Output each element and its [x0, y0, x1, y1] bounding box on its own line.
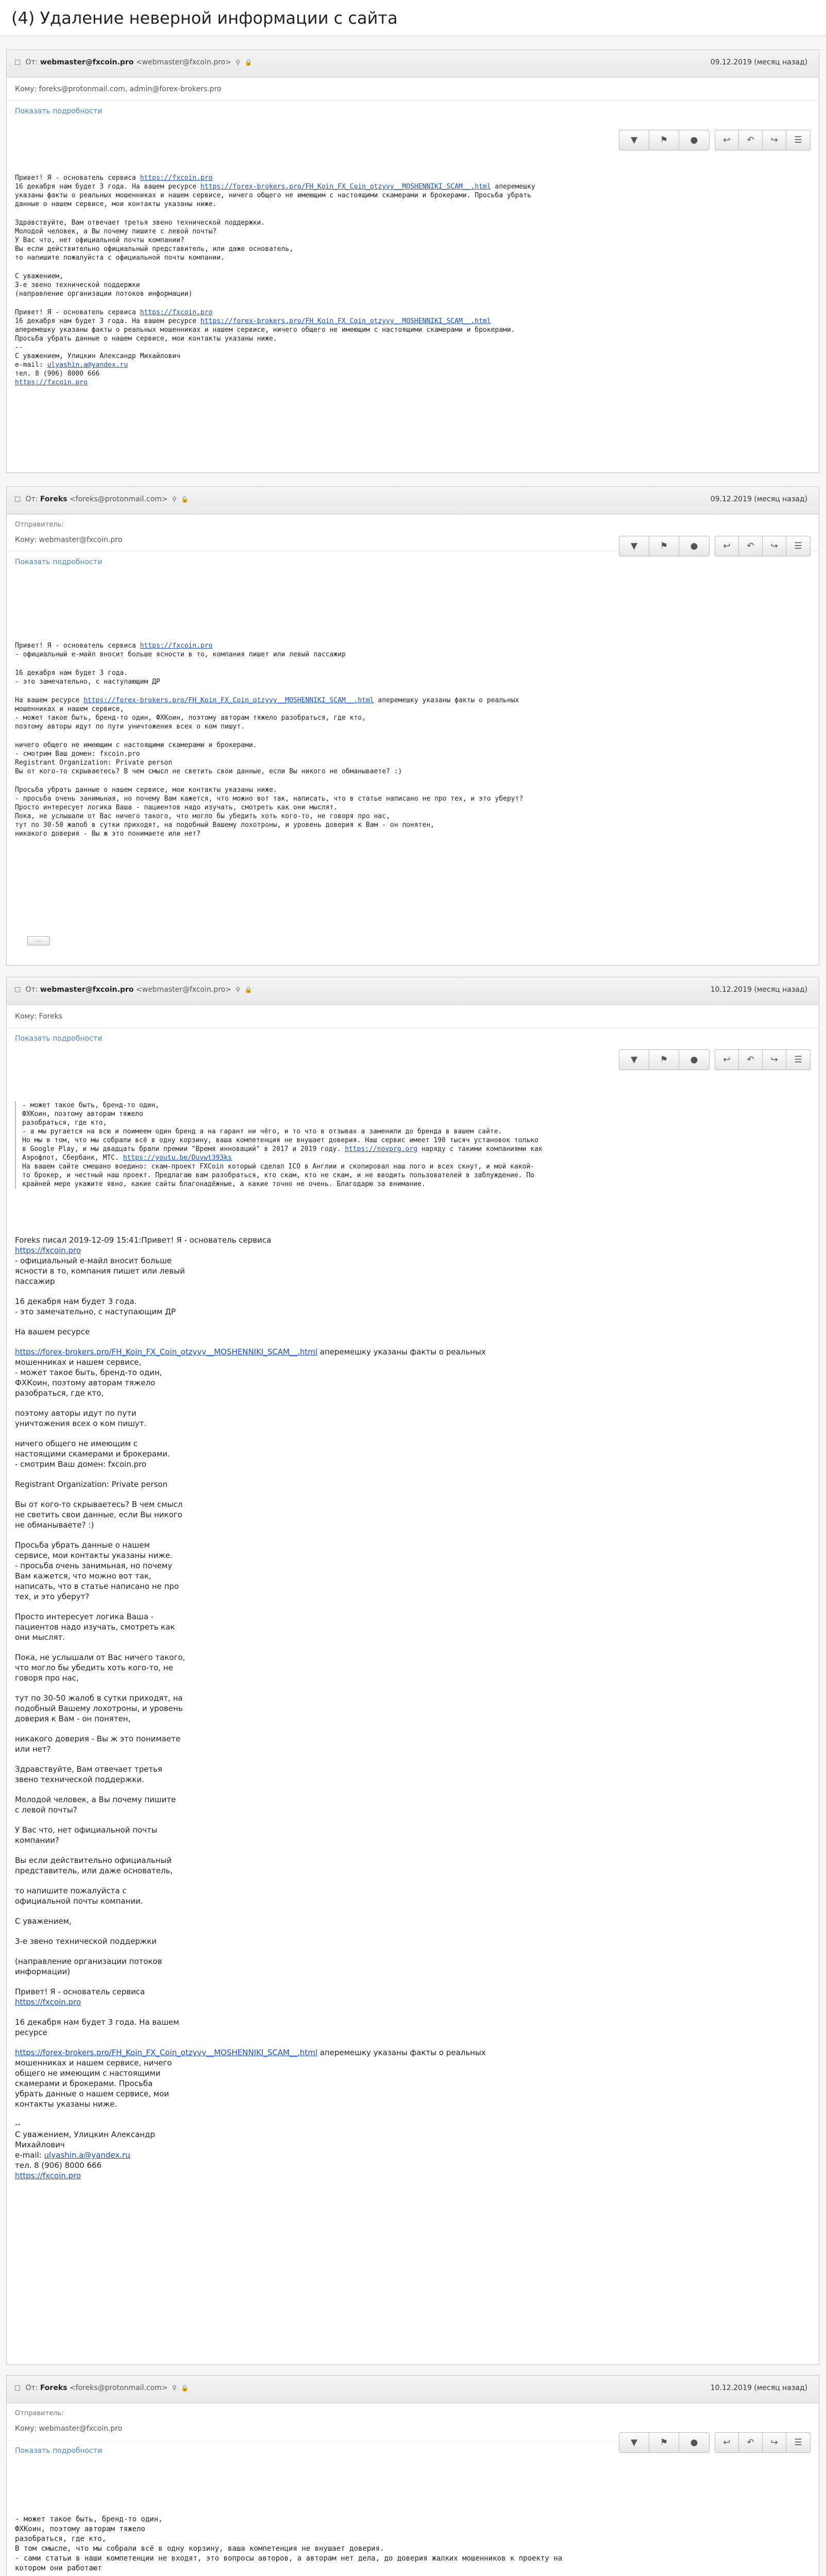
link[interactable]: https://fxcoin.pro	[140, 174, 213, 182]
text-line: Но мы в том, что мы собрали всё в одну корзину, ваша компетенция не внушает доверия. Наш сервис имеет 190 тысяч установок только	[22, 1137, 538, 1144]
text-line: они мыслят.	[15, 1633, 65, 1642]
text-line: С уважением,	[15, 1917, 72, 1926]
lock-icon: 🔒	[181, 2384, 189, 2392]
text-line	[15, 1245, 811, 1256]
text-line: Просто интересует логика Ваша -	[15, 1612, 154, 1621]
message-4	[6, 2375, 819, 2576]
reply-icon: ↩	[723, 1055, 731, 1065]
text-line: Вы если действительно официальный представитель, или даже основатель,	[15, 245, 294, 253]
forward-icon: ↪	[770, 135, 778, 145]
filter-group	[619, 2432, 710, 2453]
text-line: ФХКоин, поэтому авторам тяжело	[22, 1110, 143, 1118]
sender-address: <webmaster@fxcoin.pro>	[136, 58, 231, 66]
text-line	[15, 1926, 811, 1936]
text-line	[15, 1815, 811, 1825]
reply-group	[715, 2432, 811, 2453]
message-body	[15, 2515, 811, 2576]
text-line	[15, 776, 811, 786]
tag-icon: ●	[690, 1055, 698, 1065]
filter-icon: ▼	[630, 1055, 638, 1065]
text-line: разобраться, где кто,	[15, 2535, 107, 2543]
more-actions-button[interactable]	[786, 1050, 810, 1070]
show-details-link[interactable]: Показать подробности	[15, 107, 103, 115]
text-line	[15, 1683, 811, 1693]
text-line: e-mail: ulyashin.a@yandex.ru	[15, 361, 128, 369]
text-line: Привет! Я - основатель сервиса https://fxcoin.pro	[15, 174, 213, 182]
text-line	[15, 1337, 811, 1347]
tag-button[interactable]	[679, 2433, 709, 2452]
text-line: Пока, не услышали от Вас ничего такого, что могло бы убедить хоть кого-то, не говоря про нас,	[15, 812, 390, 820]
filter-icon: ▼	[630, 2437, 638, 2448]
text-line: Вам кажется, что можно вот так,	[15, 1571, 151, 1581]
text-line: Аэрофлот, Сбербанк, МТС. https://youtu.be/Duvwt393ks	[22, 1154, 232, 1162]
text-line: официальной почты компании.	[15, 1896, 143, 1906]
text-line: На вашем сайте смешано воедино: скам-проект FXCoin который сделал ICO в Англии и скопировал наш лого и всех скнут, и мой какой-	[22, 1163, 534, 1171]
more-actions-icon: ☰	[794, 541, 802, 551]
text-line	[15, 1997, 811, 2007]
text-line: На вашем ресурсе https://forex-brokers.pro/FH_Koin_FX_Coin_otzyvy__MOSHENNIKI_SCAM__.html аперемешку указаны факты о реальных	[15, 697, 519, 704]
text-line: котором они работают	[15, 2564, 102, 2572]
text-line: говоря про нас,	[15, 1673, 79, 1683]
text-line: поэтому авторы идут по пути уничтожения всех о ком пишут.	[15, 723, 245, 731]
page-header	[0, 0, 826, 36]
filter-button[interactable]	[619, 536, 649, 556]
text-line: разобраться, где кто,	[22, 1119, 107, 1127]
reply-button[interactable]	[715, 130, 739, 150]
text-line: представитель, или даже основатель,	[15, 1866, 173, 1875]
text-line	[15, 2109, 811, 2119]
message-header[interactable]: От: Foreks <foreks@protonmail.com> ⚲ 🔒 10.12.2019 (месяц назад)	[7, 2376, 819, 2403]
reply-button[interactable]	[715, 2433, 739, 2452]
text-line	[15, 2038, 811, 2047]
sender-address: <webmaster@fxcoin.pro>	[136, 986, 231, 994]
text-line	[15, 1785, 811, 1794]
text-line	[15, 1642, 811, 1652]
text-line: в Google Play, и мы двадцать брали премии "Время инноваций" в 2017 и 2019 году. https://novprg.org наряду с такими компаниями как	[22, 1145, 543, 1153]
text-line: У Вас что, нет официальной почты	[15, 1825, 158, 1835]
sender-name: Foreks	[40, 495, 68, 503]
text-line	[15, 209, 811, 218]
filter-button[interactable]	[619, 130, 649, 150]
text-line	[15, 2171, 811, 2181]
text-line	[15, 1398, 811, 1408]
text-line: убрать данные о нашем сервисе, мои	[15, 2089, 170, 2098]
message-body	[15, 174, 811, 387]
text-line: 3-е звено технической поддержки	[15, 281, 140, 289]
reply-button[interactable]	[715, 1050, 739, 1070]
flag-button[interactable]	[649, 1050, 679, 1070]
text-line: Foreks писал 2019-12-09 15:41:Привет! Я - основатель сервиса	[15, 1235, 272, 1245]
link[interactable]: https://novprg.org	[345, 1145, 418, 1153]
flag-button[interactable]	[649, 2433, 679, 2452]
text-line: то напишите пожалуйста с официальной почты компании.	[15, 254, 225, 262]
reply-all-icon: ↶	[747, 135, 754, 145]
text-line: (направление организации потоков	[15, 1957, 162, 1966]
tag-icon: ●	[690, 135, 698, 145]
text-line: поэтому авторы идут по пути	[15, 1409, 137, 1418]
more-actions-icon: ☰	[794, 1055, 802, 1065]
text-line: ничего общего не имеющим с	[15, 1439, 138, 1448]
text-line: --	[15, 344, 23, 351]
text-line: - может такое быть, бренд-то один,	[15, 2515, 163, 2523]
filter-group	[619, 130, 710, 150]
sender-label: Отправитель:	[15, 521, 64, 529]
lock-icon: 🔒	[244, 59, 252, 66]
reply-group	[715, 536, 811, 556]
text-line: ясности в то, компания пишет или левый	[15, 1266, 185, 1276]
message-header[interactable]: От: webmaster@fxcoin.pro <webmaster@fxcoin.pro> ⚲ 🔒 09.12.2019 (месяц назад)	[7, 50, 819, 78]
show-details-link[interactable]: Показать подробности	[15, 2447, 103, 2455]
text-line: Просьба убрать данные о нашем сервисе, мои контакты указаны ниже.	[15, 786, 277, 794]
text-line	[15, 731, 811, 741]
text-line	[15, 1469, 811, 1479]
text-line: никакого доверия - Вы ж это понимаете	[15, 1734, 181, 1743]
message-toolbar	[589, 1049, 811, 1070]
sender-address: <foreks@protonmail.com>	[69, 495, 168, 503]
link[interactable]: https://forex-brokers.pro/FH_Koin_FX_Coin_otzyvy__MOSHENNIKI_SCAM__.html	[83, 697, 374, 704]
text-line	[15, 2007, 811, 2017]
text-line: 16 декабря нам будет 3 года. На вашем	[15, 2018, 179, 2027]
text-line: https://forex-brokers.pro/FH_Koin_FX_Coin_otzyvy__MOSHENNIKI_SCAM__.html аперемешку указаны факты о реальных	[15, 1347, 486, 1357]
text-line: звено технической поддержки.	[15, 1775, 144, 1784]
reply-all-icon: ↶	[747, 1055, 754, 1065]
text-line: Молодой человек, а Вы почему пишите	[15, 1795, 176, 1804]
text-line: Просьба убрать данные о нашем сервисе, мои контакты указаны ниже.	[15, 335, 277, 343]
text-line: Просьба убрать данные о нашем	[15, 1540, 150, 1550]
tag-button[interactable]	[679, 130, 709, 150]
text-line: разобраться, где кто,	[15, 1388, 104, 1398]
text-line: скамерами и брокерами. Просьба	[15, 2079, 153, 2088]
text-line: 16 декабря нам будет 3 года.	[15, 1297, 137, 1306]
sender-name: webmaster@fxcoin.pro	[40, 986, 134, 994]
more-actions-button[interactable]	[786, 2433, 810, 2452]
forward-button[interactable]	[763, 130, 786, 150]
text-line	[15, 1286, 811, 1296]
text-line	[15, 1876, 811, 1886]
reply-button[interactable]	[715, 536, 739, 556]
text-line: информации)	[15, 1967, 71, 1976]
text-line: Просто интересует логика Ваша - пациентов надо изучать, смотреть как они мыслят.	[15, 804, 338, 811]
text-line: ничего общего не имеющим с настоящими скамерами и брокерами.	[15, 741, 257, 749]
tag-button[interactable]	[679, 536, 709, 556]
message-body	[15, 1235, 811, 2181]
text-line: - просьба очень занимьная, но почему Вам кажется, что можно вот так, написать, что в статье написано не про тех, и это уберут?	[15, 795, 524, 803]
message-header[interactable]: От: webmaster@fxcoin.pro <webmaster@fxcoin.pro> ⚲ 🔒 10.12.2019 (месяц назад)	[7, 977, 819, 1005]
more-actions-button[interactable]	[786, 130, 810, 150]
text-line: компании?	[15, 1836, 59, 1845]
text-line: С уважением, Улицкин Александр Михайлович	[15, 352, 180, 360]
text-line: - сами статьи в наши компетенции не входят, это вопросы авторов, а авторам нет дела, до доверия жалких мошенников к проекту на	[15, 2554, 563, 2563]
text-line	[15, 298, 811, 308]
forward-icon: ↪	[770, 1055, 778, 1065]
text-line: e-mail: ulyashin.a@yandex.ru	[15, 2150, 130, 2160]
text-line: или нет?	[15, 1744, 51, 1754]
text-line	[15, 1602, 811, 1612]
reply-all-icon: ↶	[747, 541, 754, 551]
collapse-icon[interactable]	[15, 497, 20, 502]
flag-icon: ⚑	[660, 541, 668, 551]
text-line: Registrant Organization: Private person	[15, 759, 173, 767]
text-line: тут по 30-50 жалоб в сутки приходят, на подобный Вашему лохотроны, и уровень доверия к Вам - он понятен,	[15, 821, 434, 829]
text-line: Здравствуйте, Вам отвечает третья звено технической поддержки.	[15, 219, 265, 227]
text-line: - официальный е-майл вносит больше	[15, 1256, 172, 1265]
text-line: указаны факты о реальных мошенниках и нашем сервисе, ничего общего не имеющим с настоящими скамерами и брокерами. Просьба убрать	[15, 192, 531, 199]
reply-all-button[interactable]	[739, 536, 763, 556]
lock-icon: 🔒	[181, 496, 189, 503]
flag-button[interactable]	[649, 536, 679, 556]
reply-all-button[interactable]	[739, 2433, 763, 2452]
text-line: Вы от кого-то скрываетесь? В чем смысл не светить свои данные, если Вы никого не обманываете? :)	[15, 768, 402, 775]
attachment-icon: ⚲	[235, 986, 241, 993]
text-line: - смотрим Ваш домен: fxcoin.pro	[15, 750, 140, 758]
message-date: 09.12.2019 (месяц назад)	[710, 58, 807, 66]
forward-icon: ↪	[770, 2437, 778, 2448]
attachment-icon: ⚲	[235, 59, 241, 66]
text-line: уничтожения всех о ком пишут.	[15, 1419, 147, 1428]
text-line: - это замечательно, с наступающим ДР	[15, 678, 160, 686]
show-details-link[interactable]: Показать подробности	[15, 558, 103, 566]
message-header[interactable]: От: Foreks <foreks@protonmail.com> ⚲ 🔒 09.12.2019 (месяц назад)	[7, 487, 819, 515]
show-details-link[interactable]: Показать подробности	[15, 1035, 103, 1043]
text-line: подобный Вашему лохотроны, и уровень	[15, 1704, 183, 1713]
text-line: Вы если действительно официальный	[15, 1856, 172, 1865]
page-title: (4) Удаление неверной информации с сайта	[11, 8, 398, 28]
reply-icon: ↩	[723, 2437, 731, 2448]
message-2	[6, 486, 819, 965]
to-field: Кому: Foreks	[7, 1005, 819, 1028]
text-line	[15, 1946, 811, 1956]
text-line: (направление организации потоков информации)	[15, 290, 193, 298]
message-toolbar	[589, 2432, 811, 2453]
text-line: С уважением,	[15, 273, 63, 280]
email-link[interactable]: ulyashin.a@yandex.ru	[44, 2150, 130, 2160]
text-line: ресурсе	[15, 2028, 47, 2037]
text-line	[15, 686, 811, 696]
sender-name: webmaster@fxcoin.pro	[40, 58, 134, 66]
text-line: доверия к Вам - он понятен,	[15, 1714, 131, 1723]
more-button[interactable]: ...	[27, 935, 50, 945]
flag-button[interactable]	[649, 130, 679, 150]
text-line: пациентов надо изучать, смотреть как	[15, 1622, 175, 1632]
text-line: Привет! Я - основатель сервиса https://fxcoin.pro	[15, 309, 213, 316]
text-line: не светить свои данные, если Вы никого	[15, 1510, 182, 1519]
reply-group	[715, 1049, 811, 1070]
filter-icon: ▼	[630, 541, 638, 551]
text-line: - может такое быть, бренд-то один,	[15, 1368, 162, 1377]
text-line	[15, 1724, 811, 1734]
message-date: 09.12.2019 (месяц назад)	[710, 495, 807, 503]
message-body	[15, 641, 811, 838]
text-line	[15, 378, 811, 387]
text-line: В том смысле, что мы собрали всё в одну корзину, ваша компетенция не внушает доверия.	[15, 2545, 384, 2553]
text-line: - смотрим Ваш домен: fxcoin.pro	[15, 1460, 147, 1469]
text-line: написать, что в статье написано не про	[15, 1582, 179, 1591]
text-line: контакты указаны ниже.	[15, 2099, 117, 2109]
link[interactable]: https://fxcoin.pro	[15, 1246, 81, 1255]
filter-button[interactable]	[619, 1050, 649, 1070]
text-line: настоящими скамерами и брокерами.	[15, 1449, 170, 1459]
tag-icon: ●	[690, 541, 698, 551]
text-line	[15, 1906, 811, 1916]
text-line: мошенниках и нашем сервисе,	[15, 705, 124, 713]
text-line: - официальный е-майл вносит больше ясности в то, компания пишет или левый пассажир	[15, 651, 346, 658]
collapse-icon[interactable]	[15, 60, 20, 65]
to-field: Кому: foreks@protonmail.com, admin@forex-brokers.pro	[7, 78, 819, 101]
forward-button[interactable]	[763, 2433, 786, 2452]
text-line	[15, 659, 811, 669]
reply-group	[715, 130, 811, 150]
text-line: Привет! Я - основатель сервиса https://fxcoin.pro	[15, 642, 213, 650]
link[interactable]: https://fxcoin.pro	[140, 642, 213, 650]
tag-button[interactable]	[679, 1050, 709, 1070]
text-line: тел. 8 (906) 8000 666	[15, 2161, 102, 2170]
lock-icon: 🔒	[244, 986, 252, 993]
link[interactable]: https://fxcoin.pro	[15, 1997, 81, 2007]
text-line: 16 декабря нам будет 3 года. На вашем ресурсе https://forex-brokers.pro/FH_Koin_FX_Coin_otzyvy__MOSHENNIKI_SCAM__.html	[15, 317, 491, 325]
text-line: данные о нашем сервисе, мои контакты указаны ниже.	[15, 200, 217, 208]
more-actions-button[interactable]	[786, 536, 810, 556]
more-actions-icon: ☰	[794, 135, 802, 145]
text-line	[15, 2573, 811, 2576]
flag-icon: ⚑	[660, 2437, 668, 2448]
text-line: - а мы ругается на всю и поимеем один бренд а на гарант ни чёго, и то что в отзывах а заменили до бренда в вашем сайте.	[22, 1128, 502, 1136]
text-line: Михайлович	[15, 2140, 65, 2149]
text-line: На вашем ресурсе	[15, 1327, 90, 1336]
flag-icon: ⚑	[660, 135, 668, 145]
text-line: --	[15, 2120, 21, 2129]
text-line: У Вас что, нет официальной почты компании?	[15, 236, 184, 244]
text-line: мошенниках и нашем сервисе,	[15, 1358, 142, 1367]
reply-all-button[interactable]	[739, 130, 763, 150]
text-line: https://forex-brokers.pro/FH_Koin_FX_Coin_otzyvy__MOSHENNIKI_SCAM__.html аперемешку указаны факты о реальных	[15, 2048, 486, 2057]
text-line: Пока, не услышали от Вас ничего такого,	[15, 1653, 186, 1662]
text-line: ФХКоин, поэтому авторам тяжело	[15, 2525, 145, 2533]
text-line: Вы от кого-то скрываетесь? В чем смысл	[15, 1500, 183, 1509]
link[interactable]: https://forex-brokers.pro/FH_Koin_FX_Coin_otzyvy__MOSHENNIKI_SCAM__.html	[200, 317, 491, 325]
collapse-icon[interactable]	[15, 987, 20, 992]
email-link[interactable]: ulyashin.a@yandex.ru	[47, 361, 128, 369]
reply-all-button[interactable]	[739, 1050, 763, 1070]
text-line	[15, 1754, 811, 1764]
message-date: 10.12.2019 (месяц назад)	[710, 2384, 807, 2392]
link[interactable]: https://fxcoin.pro	[140, 309, 213, 316]
text-line	[15, 1845, 811, 1855]
text-line: тел. 8 (906) 8000 666	[15, 370, 100, 378]
text-line: сервисе, мои контакты указаны ниже.	[15, 1551, 173, 1560]
filter-icon: ▼	[630, 135, 638, 145]
message-date: 10.12.2019 (месяц назад)	[710, 986, 807, 994]
filter-group	[619, 1049, 710, 1070]
text-line: аперемешку указаны факты о реальных мошенниках и нашем сервисе, ничего общего не имеющим с настоящими скамерами и брокерами.	[15, 326, 515, 334]
text-line: тех, и это уберут?	[15, 1592, 90, 1601]
message-toolbar	[589, 536, 811, 556]
message-3	[6, 977, 819, 2365]
quoted-text	[15, 1101, 811, 1189]
sender-label: Отправитель:	[15, 2410, 64, 2417]
collapse-icon[interactable]	[15, 2385, 20, 2391]
text-line: 16 декабря нам будет 3 года.	[15, 669, 128, 677]
link[interactable]: https://fxcoin.pro	[15, 2171, 81, 2180]
text-line: - может такое быть, бренд-то один, ФХКоин, поэтому авторам тяжело разобраться, где кто,	[15, 714, 366, 722]
text-line: ФХКоин, поэтому авторам тяжело	[15, 1378, 156, 1387]
link[interactable]: https://forex-brokers.pro/FH_Koin_FX_Coin_otzyvy__MOSHENNIKI_SCAM__.html	[15, 2048, 317, 2057]
attachment-icon: ⚲	[172, 2384, 177, 2392]
text-line	[15, 1317, 811, 1327]
text-line: никакого доверия - Вы ж это понимаете или нет?	[15, 830, 201, 838]
reply-all-icon: ↶	[747, 2437, 754, 2448]
text-line: 16 декабря нам будет 3 года. На вашем ресурсе https://forex-brokers.pro/FH_Koin_FX_Coin_otzyvy__MOSHENNIKI_SCAM__.html аперемешку	[15, 183, 535, 191]
message-1	[6, 49, 819, 473]
text-line: Здравствуйте, Вам отвечает третья	[15, 1765, 162, 1774]
forward-icon: ↪	[770, 541, 778, 551]
sender-address: <foreks@protonmail.com>	[69, 2384, 168, 2392]
text-line: не обманываете? :)	[15, 1520, 94, 1530]
text-line	[15, 1530, 811, 1540]
attachment-icon: ⚲	[172, 496, 177, 503]
message-toolbar	[589, 130, 811, 150]
text-line: С уважением, Улицкин Александр	[15, 2130, 155, 2139]
text-line: Молодой человек, а Вы почему пишите с левой почты?	[15, 228, 217, 235]
link[interactable]: https://forex-brokers.pro/FH_Koin_FX_Coin_otzyvy__MOSHENNIKI_SCAM__.html	[200, 183, 491, 191]
text-line: Registrant Organization: Private person	[15, 1480, 168, 1489]
text-line: 3-е звено технической поддержки	[15, 1937, 157, 1946]
filter-group	[619, 536, 710, 556]
filter-button[interactable]	[619, 2433, 649, 2452]
text-line: с левой почты?	[15, 1805, 77, 1815]
tag-icon: ●	[690, 2437, 698, 2448]
link[interactable]: https://youtu.be/Duvwt393ks	[123, 1154, 232, 1162]
text-line: пассажир	[15, 1277, 55, 1286]
more-actions-icon: ☰	[794, 2437, 802, 2448]
reply-icon: ↩	[723, 135, 731, 145]
text-line: - может такое быть, бренд-то один,	[22, 1101, 160, 1109]
text-line: то брокер, и честный наш проект. Предлагаю вам разобраться, кто скам, кто не скам, и не вводить пользователей в заблуждение. По	[22, 1172, 534, 1179]
text-line	[15, 1429, 811, 1438]
text-line: что могло бы убедить хоть кого-то, не	[15, 1663, 173, 1672]
link[interactable]: https://fxcoin.pro	[15, 379, 88, 386]
forward-button[interactable]	[763, 1050, 786, 1070]
flag-icon: ⚑	[660, 1055, 668, 1065]
text-line: Привет! Я - основатель сервиса	[15, 1987, 145, 1996]
text-line: то напишите пожалуйста с	[15, 1886, 127, 1895]
text-line	[15, 1489, 811, 1499]
forward-button[interactable]	[763, 536, 786, 556]
text-line: тут по 30-50 жалоб в сутки приходят, на	[15, 1693, 183, 1703]
link[interactable]: https://forex-brokers.pro/FH_Koin_FX_Coin_otzyvy__MOSHENNIKI_SCAM__.html	[15, 1347, 317, 1357]
reply-icon: ↩	[723, 541, 731, 551]
to-field: Кому: webmaster@fxcoin.pro	[7, 529, 819, 552]
to-field: Кому: webmaster@fxcoin.pro	[7, 2417, 819, 2441]
text-line	[15, 1977, 811, 1987]
text-line: крайней мере укажите явно, какие сайты благонадёжные, а какие точно не очень. Благодарю за внимание.	[22, 1180, 426, 1188]
text-line	[15, 262, 811, 272]
text-line: - просьба очень занимьная, но почему	[15, 1561, 173, 1570]
sender-name: Foreks	[40, 2384, 68, 2392]
text-line: общего не имеющим с настоящими	[15, 2069, 161, 2078]
text-line: - это замечательно, с наступающим ДР	[15, 1307, 176, 1316]
text-line: мошенниках и нашем сервисе, ничего	[15, 2058, 172, 2067]
